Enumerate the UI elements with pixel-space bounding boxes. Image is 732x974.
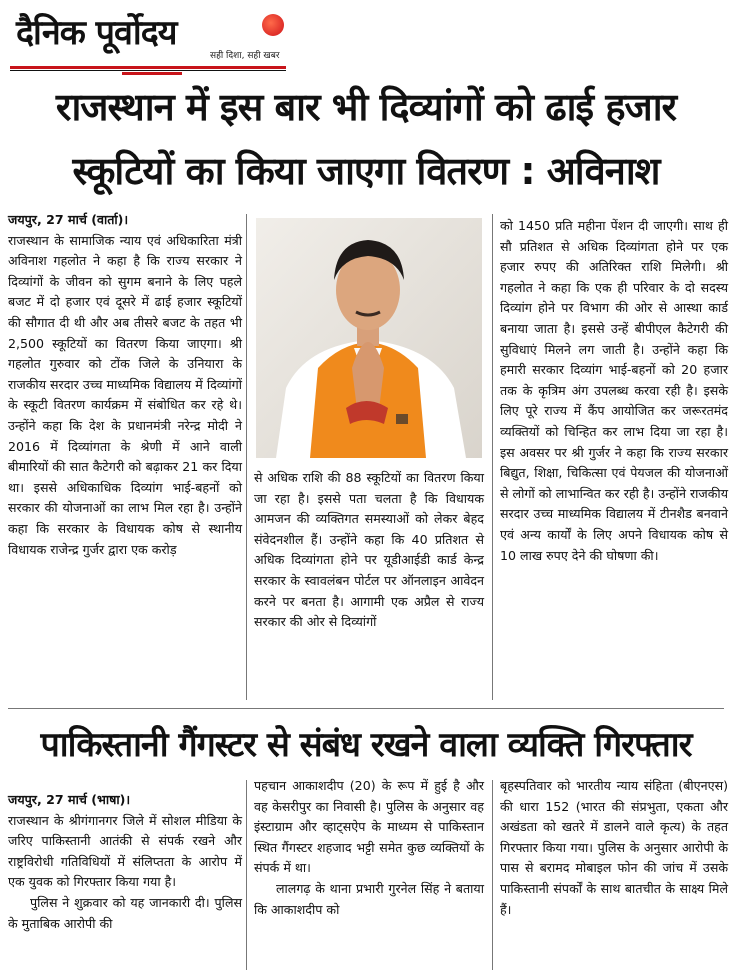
masthead-black-rule bbox=[10, 70, 286, 71]
story1-headline-line1: राजस्थान में इस बार भी दिव्यांगों को ढाई हजार bbox=[55, 85, 677, 129]
story2-headline: पाकिस्तानी गैंगस्टर से संबंध रखने वाला व्यक्ति गिरफ्तार bbox=[40, 725, 692, 765]
story-separator bbox=[8, 708, 724, 709]
story1-headline-line2: स्कूटियों का किया जाएगा वितरण : अविनाश bbox=[72, 149, 660, 193]
column-divider bbox=[246, 214, 247, 700]
story1-column-1 bbox=[8, 210, 242, 560]
story1-col1-text: राजस्थान के सामाजिक न्याय एवं अधिकारिता मंत्री अविनाश गहलोत ने कहा है कि राज्य सरकार ने दिव्यांगों के जीवन को सुगम बनाने के लिए पहले बजट में दो हजार एवं दूसरे में ढाई हजार स्कूटियों की सौगात दी थी और अब तीसरे बजट के तहत भी 2,500 स्कूटियों का वितरण किया जाएगा। श्री गहलोत गुरुवार को टोंक जिले के उनियारा के राजकीय सरदार उच्च माध्यमिक विद्यालय में दिव्यांगों के स्कूटी वितरण कार्यक्रम में संबोधित कर रहे थे। उन्होंने कहा कि देश के प्रधानमंत्री नरेन्द्र मोदी ने 2016 में दिव्यांगता के श्रेणी में आने वाली बीमारियों की सात कैटेगरी को बढ़ाकर 21 कर दिया था। इससे अधिकाधिक दिव्यांग भाई-बहनों को सरकार की योजनाओं का लाभ मिल रहा है। उन्होंने कहा कि सरकार के विधायक कोष से स्थानीय विधायक राजेन्द्र गुर्जर द्वारा एक करोड़ bbox=[8, 232, 242, 557]
story1-col2-text: से अधिक राशि की 88 स्कूटियों का वितरण किया जा रहा है। इससे पता चलता है कि विधायक आमजन की व्यक्तिगत समस्याओं को लेकर बेहद संवेदनशील हैं। उन्होंने कहा कि 40 प्रतिशत से अधिक दिव्यांगता होने पर यूडीआईडी कार्ड केन्द्र सरकार के स्वावलंबन पोर्टल पर ऑनलाइन आवेदन करने पर बनता है। आगामी एक अप्रैल से राज्य सरकार की ओर से दिव्यांगों bbox=[254, 470, 484, 630]
masthead bbox=[10, 6, 286, 70]
story2-column-1 bbox=[8, 790, 242, 934]
masthead-title: दैनिक पूर्वोदय bbox=[16, 13, 177, 53]
story1-col3-text: को 1450 प्रति महीना पेंशन दी जाएगी। साथ ही सौ प्रतिशत से अधिक दिव्यांगता होने पर एक हजार रुपए की अतिरिक्त राशि मिलेगी। श्री गहलोत ने कहा कि एक ही परिवार के दो सदस्य दिव्यांग होने पर विभाग की ओर से आस्था कार्ड बनाया जाता है। इससे उन्हें बीपीएल कैटेगरी की सुविधाएं मिलने लग जाती है। उन्होंने कहा कि हमारी सरकार दिव्यांग भाई-बहनों को 20 हजार तक के कृत्रिम अंग उपलब्ध करवा रही है। इसके लिए पूरे राज्य में कैंप आयोजित कर जरूरतमंद व्यक्तियों को चिन्हित कर लाभ दिया जा रहा है। इस अवसर पर श्री गुर्जर ने कहा कि राज्य सरकार बिद्युत, शिक्षा, चिकित्सा एवं पेयजल की योजनाओं से लोगों को लाभान्वित कर रही है। उन्होंने राजकीय सरदार उच्च माध्यमिक विद्यालय में टीनशैड बनवाने एवं अन्य कार्यों के लिए अपने विधायक कोष से 10 लाख रुपए देने की घोषणा की। bbox=[500, 218, 728, 563]
story1-column-3 bbox=[500, 216, 728, 566]
story2-col1-para2: पुलिस ने शुक्रवार को यह जानकारी दी। पुलिस के मुताबिक आरोपी की bbox=[8, 894, 242, 931]
masthead-accent-bar bbox=[122, 72, 182, 75]
masthead-red-rule bbox=[10, 66, 286, 69]
story2-col2-para1: पहचान आकाशदीप (20) के रूप में हुई है और वह केसरीपुर का निवासी है। पुलिस के अनुसार वह इंस्टाग्राम और व्हाट्सऐप के माध्यम से पाकिस्तान स्थित गैंगस्टर शहजाद भट्टी समेत कुछ व्यक्तियों के संपर्क में था। bbox=[254, 778, 484, 876]
story1-column-2 bbox=[254, 468, 484, 633]
story2-column-2 bbox=[254, 776, 484, 920]
story2-col3-text: बृहस्पतिवार को भारतीय न्याय संहिता (बीएनएस) की धारा 152 (भारत की संप्रभुता, एकता और अखंडता को खतरे में डालने वाले कृत्य) के तहत गिरफ्तार किया गया। पुलिस के अनुसार आरोपी के पास से बरामद मोबाइल फोन की जांच में उसके पाकिस्तानी संपर्कों के साथ बातचीत के साक्ष्य मिले हैं। bbox=[500, 778, 728, 917]
column-divider bbox=[246, 780, 247, 970]
story2-col1-para1: राजस्थान के श्रीगंगानगर जिले में सोशल मीडिया के जरिए पाकिस्तानी आतंकी से संपर्क रखने और राष्ट्रविरोधी गतिविधियों में संलिप्तता के आरोप में एक युवक को गिरफ्तार किया गया है। bbox=[8, 812, 242, 890]
story1-dateline: जयपुर, 27 मार्च (वार्ता)। bbox=[8, 212, 129, 227]
minister-photo bbox=[256, 218, 482, 458]
story2-dateline: जयपुर, 27 मार्च (भाषा)। bbox=[8, 792, 131, 807]
column-divider bbox=[492, 780, 493, 970]
story2-col2-para2: लालगढ़ के थाना प्रभारी गुरनेल सिंह ने बताया कि आकाशदीप को bbox=[254, 880, 484, 917]
masthead-tagline: सही दिशा, सही खबर bbox=[210, 51, 280, 61]
column-divider bbox=[492, 214, 493, 700]
masthead-sun-logo bbox=[262, 14, 284, 36]
minister-photo-illustration bbox=[256, 218, 482, 458]
story2-column-3 bbox=[500, 776, 728, 920]
